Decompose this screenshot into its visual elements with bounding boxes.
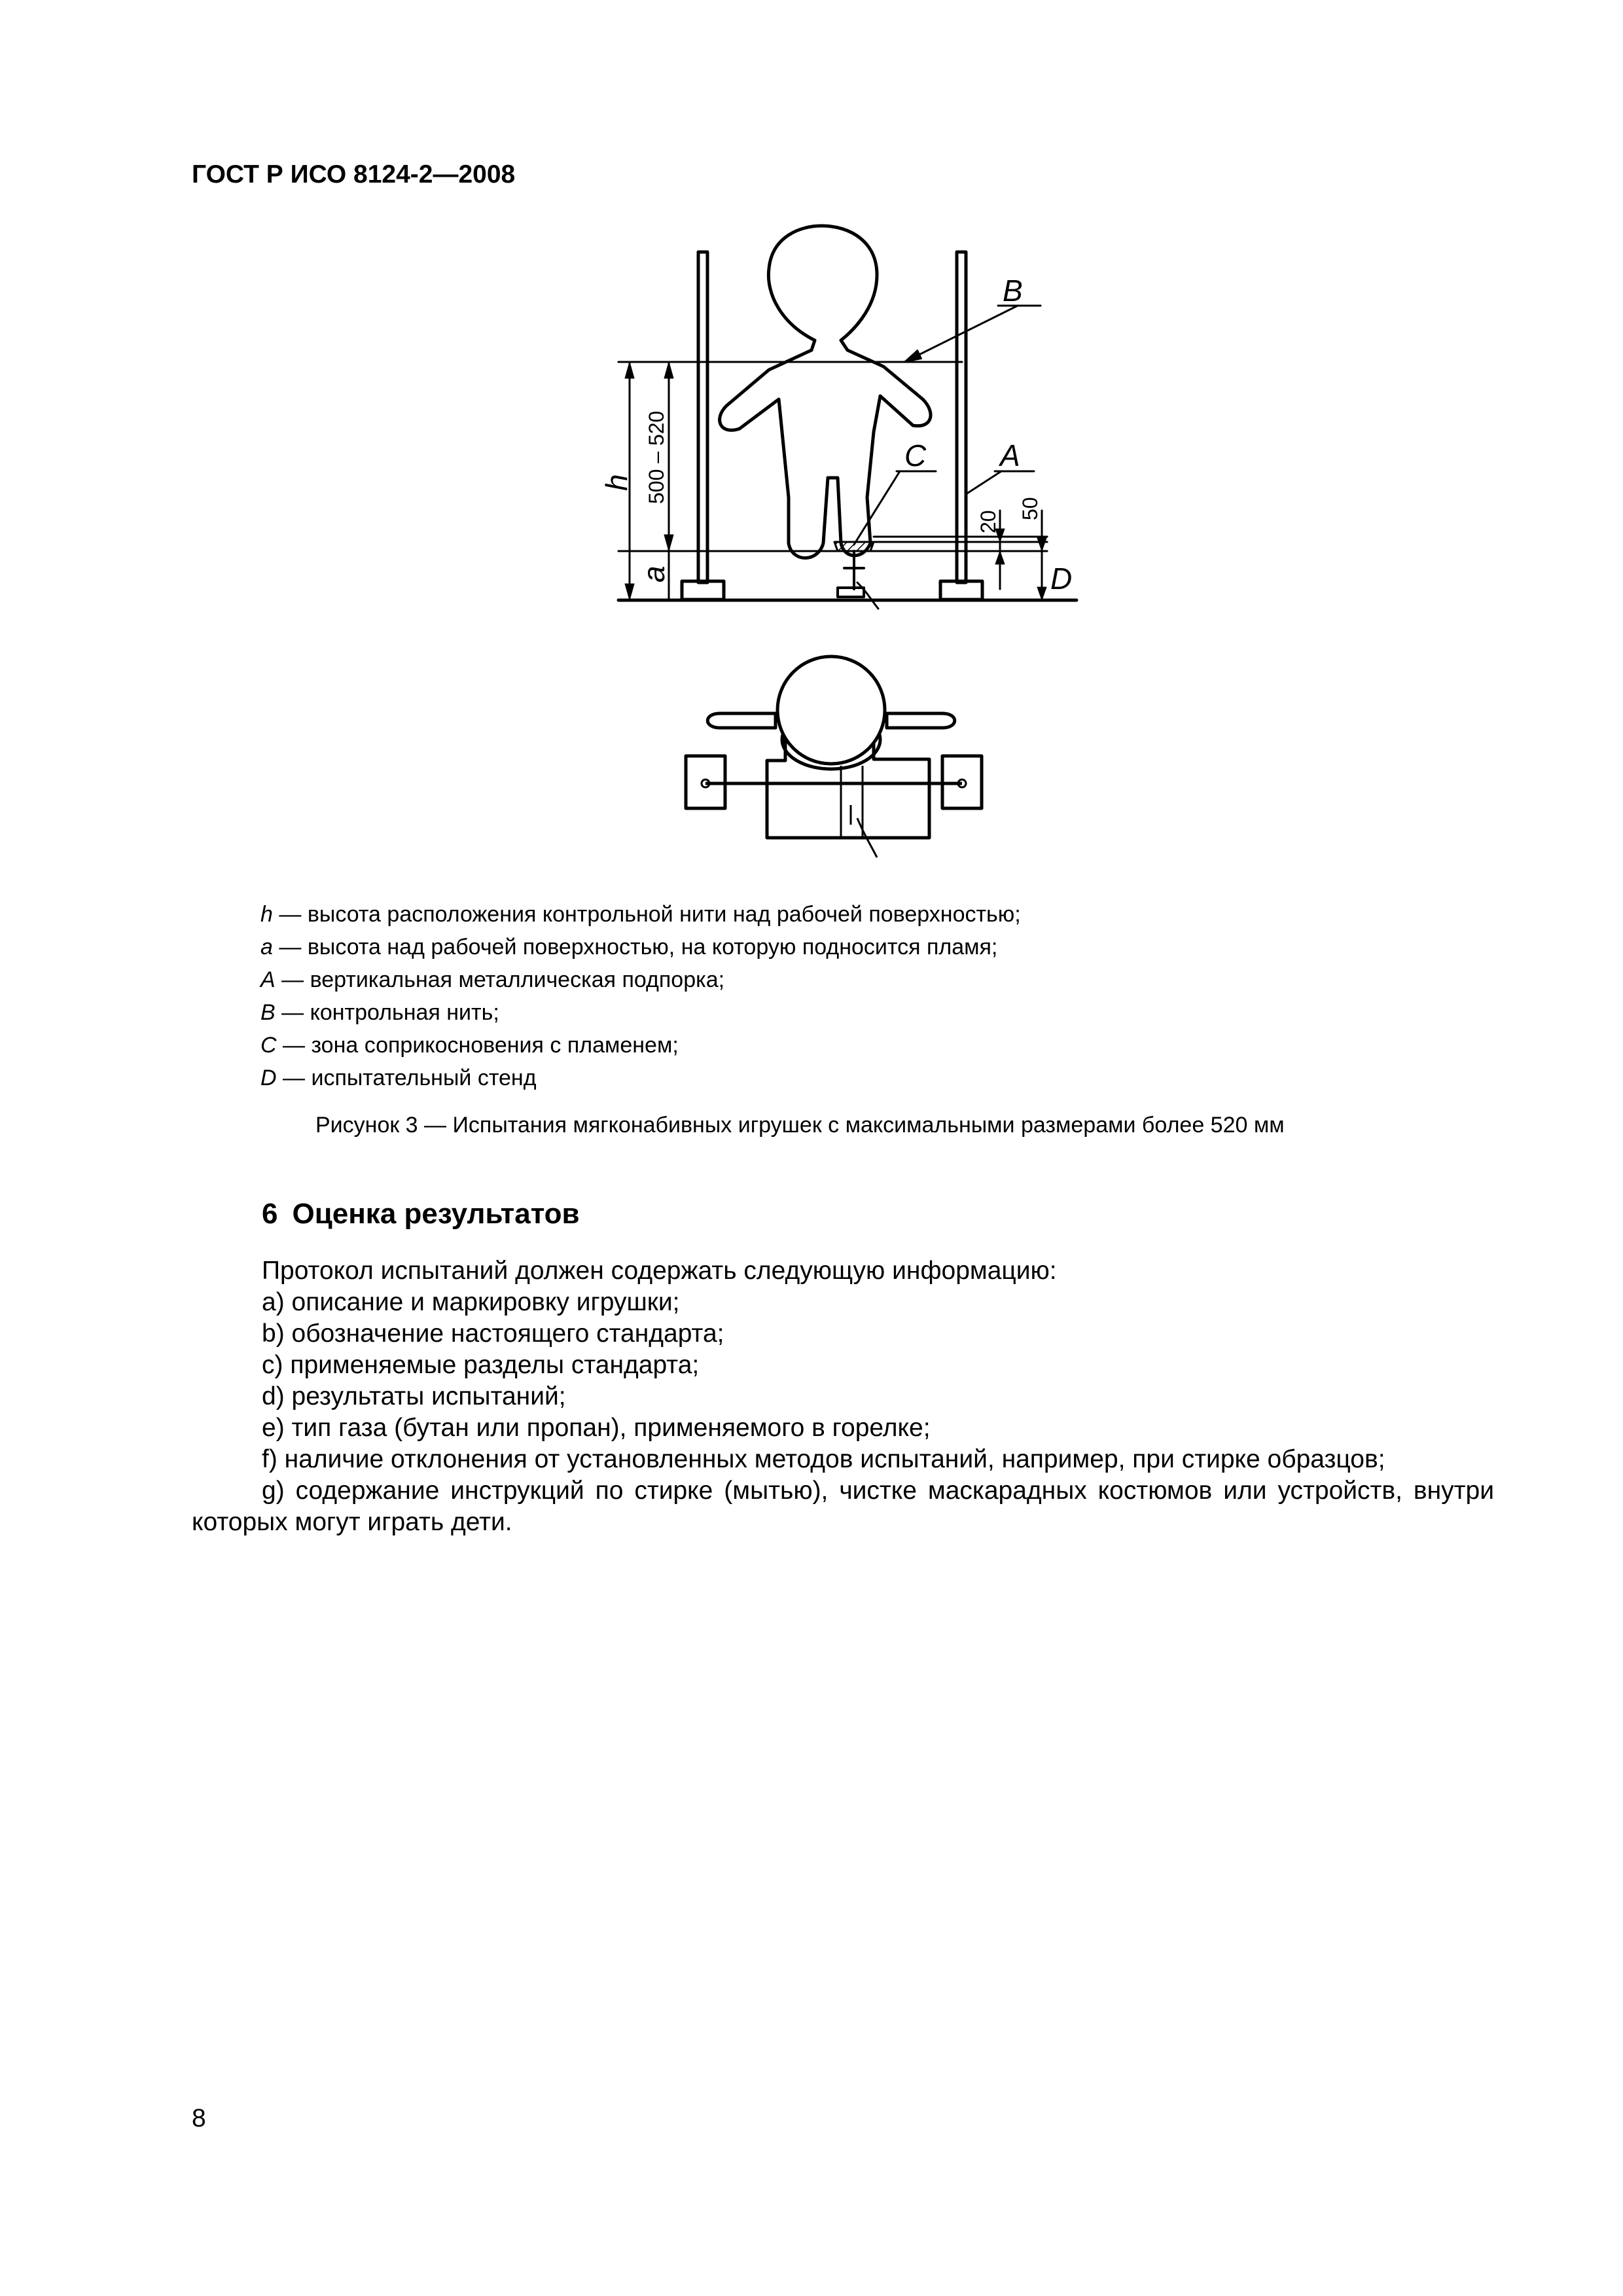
- list-item-f: f) наличие отклонения от установленных методов испытаний, например, при стирке образцов;: [262, 1445, 1385, 1473]
- legend-row-h: h — высота расположения контрольной нити над рабочей поверхностью;: [260, 902, 1021, 927]
- list-item-b: b) обозначение настоящего стандарта;: [262, 1319, 724, 1348]
- dim-20: 20: [976, 510, 1000, 533]
- label-c: C: [904, 439, 927, 473]
- document-header: ГОСТ Р ИСО 8124-2—2008: [192, 160, 516, 188]
- stand-right-rod: [957, 252, 966, 583]
- label-h: h: [599, 474, 633, 491]
- page-number: 8: [192, 2104, 206, 2132]
- list-item-e: e) тип газа (бутан или пропан), применяемого в горелке;: [262, 1414, 931, 1442]
- list-item-g: g) содержание инструкций по стирке (мытью), чистке маскарадных костюмов или устройств, внутри которых могут играть дети.: [192, 1477, 1494, 1536]
- top-view: [686, 656, 982, 857]
- section-heading: [262, 1198, 580, 1230]
- dim-50: 50: [1018, 497, 1042, 520]
- label-d: D: [1050, 562, 1073, 596]
- intro-paragraph: Протокол испытаний должен содержать следующую информацию:: [262, 1257, 1057, 1285]
- section-body: [192, 1255, 1494, 1538]
- legend-row-B: B — контрольная нить;: [260, 1000, 499, 1025]
- legend-row-a: a — высота над рабочей поверхностью, на которую подносится пламя;: [260, 935, 998, 960]
- toy-silhouette: [720, 226, 931, 558]
- stand-left-rod: [698, 252, 707, 583]
- legend-row-A: A — вертикальная металлическая подпорка;: [260, 967, 725, 992]
- section-number: 6: [262, 1198, 278, 1230]
- figure-3-diagram: [0, 0, 1623, 877]
- legend-row-C: C — зона соприкосновения с пламенем;: [260, 1033, 679, 1058]
- figure-caption: Рисунок 3 — Испытания мягконабивных игрушек с максимальными размерами более 520 мм: [315, 1113, 1285, 1138]
- burner-base: [838, 588, 864, 597]
- section-title: Оценка результатов: [292, 1198, 580, 1230]
- list-item-a: a) описание и маркировку игрушки;: [262, 1288, 680, 1316]
- label-a: A: [1000, 439, 1020, 473]
- list-item-c: c) применяемые разделы стандарта;: [262, 1351, 700, 1379]
- figure-legend: [260, 898, 1021, 1094]
- label-a-dim: a: [637, 565, 671, 583]
- dim-500-520: 500 – 520: [645, 410, 668, 504]
- list-item-d: d) результаты испытаний;: [262, 1382, 566, 1410]
- label-b: B: [1003, 274, 1023, 308]
- legend-row-D: D — испытательный стенд: [260, 1066, 537, 1090]
